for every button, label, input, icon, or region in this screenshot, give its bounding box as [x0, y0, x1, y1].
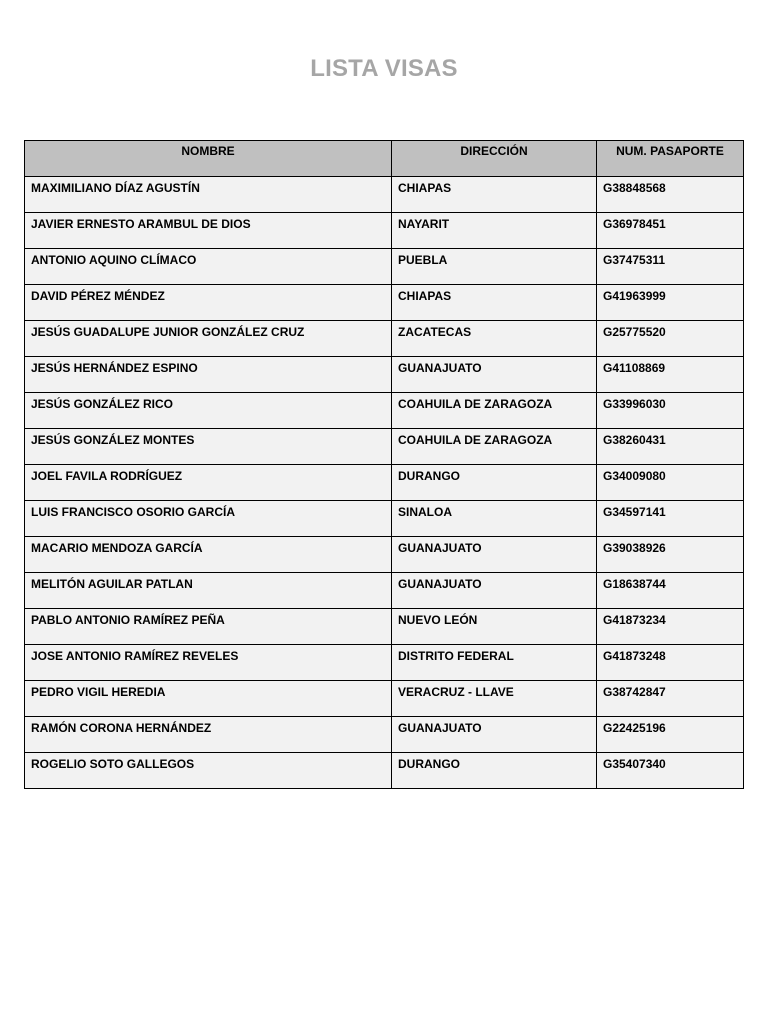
cell-nombre: ANTONIO AQUINO CLÍMACO	[25, 249, 392, 285]
cell-pasaporte: G41108869	[597, 357, 744, 393]
cell-direccion: GUANAJUATO	[392, 573, 597, 609]
cell-nombre: LUIS FRANCISCO OSORIO GARCÍA	[25, 501, 392, 537]
cell-direccion: GUANAJUATO	[392, 357, 597, 393]
table-row	[25, 645, 744, 681]
cell-pasaporte: G35407340	[597, 753, 744, 789]
cell-nombre: MELITÓN AGUILAR PATLAN	[25, 573, 392, 609]
cell-direccion: SINALOA	[392, 501, 597, 537]
cell-nombre: JESÚS GUADALUPE JUNIOR GONZÁLEZ CRUZ	[25, 321, 392, 357]
cell-nombre: JESÚS GONZÁLEZ MONTES	[25, 429, 392, 465]
cell-direccion: NAYARIT	[392, 213, 597, 249]
cell-pasaporte: G36978451	[597, 213, 744, 249]
cell-nombre: JOEL FAVILA RODRÍGUEZ	[25, 465, 392, 501]
cell-direccion: GUANAJUATO	[392, 537, 597, 573]
cell-pasaporte: G25775520	[597, 321, 744, 357]
cell-direccion: CHIAPAS	[392, 285, 597, 321]
cell-nombre: JESÚS GONZÁLEZ RICO	[25, 393, 392, 429]
cell-nombre: JOSE ANTONIO RAMÍREZ REVELES	[25, 645, 392, 681]
visa-list-table	[24, 140, 744, 789]
cell-direccion: COAHUILA DE ZARAGOZA	[392, 393, 597, 429]
cell-direccion: CHIAPAS	[392, 177, 597, 213]
table-row	[25, 573, 744, 609]
cell-pasaporte: G38742847	[597, 681, 744, 717]
cell-nombre: DAVID PÉREZ MÉNDEZ	[25, 285, 392, 321]
table-header	[25, 141, 744, 177]
header-row	[25, 141, 744, 177]
cell-pasaporte: G41873234	[597, 609, 744, 645]
cell-direccion: GUANAJUATO	[392, 717, 597, 753]
table-row	[25, 537, 744, 573]
cell-pasaporte: G34597141	[597, 501, 744, 537]
cell-nombre: PABLO ANTONIO RAMÍREZ PEÑA	[25, 609, 392, 645]
cell-direccion: DISTRITO FEDERAL	[392, 645, 597, 681]
cell-pasaporte: G37475311	[597, 249, 744, 285]
header-direccion: DIRECCIÓN	[392, 141, 597, 177]
cell-nombre: PEDRO VIGIL HEREDIA	[25, 681, 392, 717]
cell-nombre: MAXIMILIANO DÍAZ AGUSTÍN	[25, 177, 392, 213]
cell-pasaporte: G38848568	[597, 177, 744, 213]
table-row	[25, 501, 744, 537]
cell-direccion: ZACATECAS	[392, 321, 597, 357]
cell-pasaporte: G18638744	[597, 573, 744, 609]
cell-direccion: NUEVO LEÓN	[392, 609, 597, 645]
cell-pasaporte: G34009080	[597, 465, 744, 501]
table-row	[25, 429, 744, 465]
table-body	[25, 177, 744, 789]
cell-pasaporte: G22425196	[597, 717, 744, 753]
table-row	[25, 249, 744, 285]
cell-nombre: ROGELIO SOTO GALLEGOS	[25, 753, 392, 789]
table-row	[25, 753, 744, 789]
header-nombre: NOMBRE	[25, 141, 392, 177]
table-row	[25, 465, 744, 501]
cell-direccion: VERACRUZ - LLAVE	[392, 681, 597, 717]
table-row	[25, 177, 744, 213]
table-row	[25, 213, 744, 249]
table-row	[25, 609, 744, 645]
cell-pasaporte: G41873248	[597, 645, 744, 681]
cell-direccion: PUEBLA	[392, 249, 597, 285]
cell-nombre: JAVIER ERNESTO ARAMBUL DE DIOS	[25, 213, 392, 249]
table-row	[25, 285, 744, 321]
table-row	[25, 717, 744, 753]
cell-direccion: DURANGO	[392, 465, 597, 501]
table-row	[25, 681, 744, 717]
cell-nombre: MACARIO MENDOZA GARCÍA	[25, 537, 392, 573]
cell-pasaporte: G41963999	[597, 285, 744, 321]
cell-pasaporte: G39038926	[597, 537, 744, 573]
cell-nombre: RAMÓN CORONA HERNÁNDEZ	[25, 717, 392, 753]
cell-pasaporte: G38260431	[597, 429, 744, 465]
table-row	[25, 321, 744, 357]
table-row	[25, 393, 744, 429]
page-title: LISTA VISAS	[310, 55, 458, 82]
cell-direccion: COAHUILA DE ZARAGOZA	[392, 429, 597, 465]
cell-pasaporte: G33996030	[597, 393, 744, 429]
cell-nombre: JESÚS HERNÁNDEZ ESPINO	[25, 357, 392, 393]
cell-direccion: DURANGO	[392, 753, 597, 789]
header-pasaporte: NUM. PASAPORTE	[597, 141, 744, 177]
table-row	[25, 357, 744, 393]
